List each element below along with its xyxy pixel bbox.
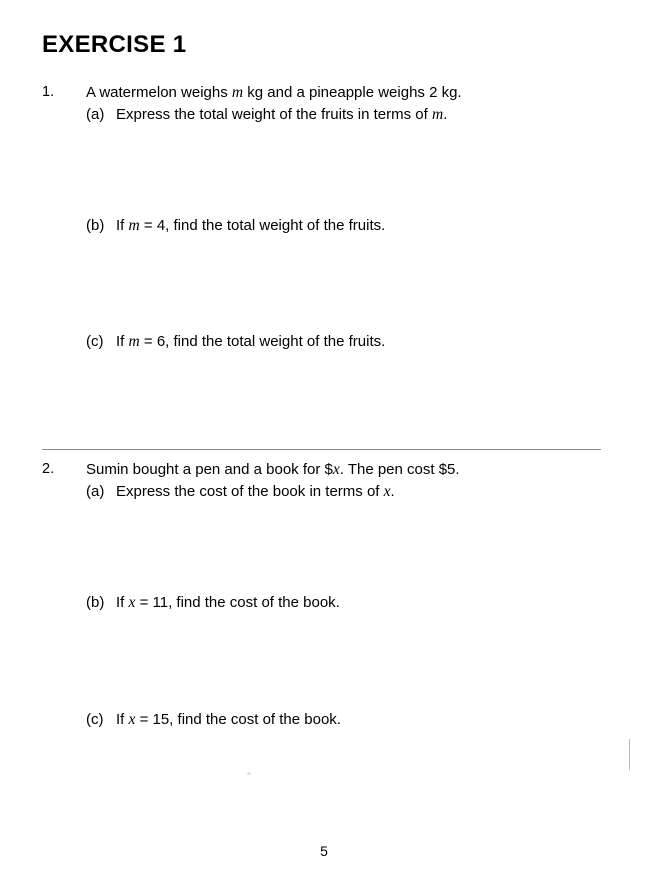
- question-1-stem: [86, 84, 462, 102]
- question-2-part-b-text-pre: If: [116, 594, 129, 611]
- question-2-part-c-variable: x: [128, 711, 136, 728]
- question-2-part-a-text-pre: Express the cost of the book in terms of: [116, 483, 384, 500]
- question-1-part-a-label: (a): [86, 106, 105, 123]
- question-2-part-b: [86, 594, 340, 612]
- question-1-part-b-variable: m: [128, 217, 140, 234]
- question-1-part-b-label: (b): [86, 217, 105, 234]
- question-1-part-a-text-post: .: [443, 106, 448, 123]
- page-title: EXERCISE 1: [42, 31, 187, 58]
- question-1-part-b: [86, 217, 385, 235]
- question-2-part-a-variable: x: [383, 483, 391, 500]
- scan-artifact-speck: [247, 772, 251, 775]
- question-1-part-b-text-post: = 4, find the total weight of the fruits.: [139, 217, 386, 234]
- question-1-part-c-variable: m: [128, 333, 140, 350]
- question-1-part-c-label: (c): [86, 333, 104, 350]
- question-2-part-a-text-post: .: [390, 483, 395, 500]
- page-number: 5: [320, 843, 328, 859]
- question-1-part-a-variable: m: [431, 106, 444, 123]
- question-1-part-c: [86, 333, 385, 351]
- question-1-part-a: [86, 106, 447, 124]
- question-1-variable: m: [231, 84, 244, 101]
- question-2-stem-pre: Sumin bought a pen and a book for $: [86, 461, 333, 478]
- question-2-stem: [86, 461, 460, 479]
- question-1-stem-pre: A watermelon weighs: [86, 84, 232, 101]
- question-1-number: 1.: [42, 84, 55, 100]
- scan-artifact-line: [629, 739, 630, 770]
- question-2-part-b-text-post: = 11, find the cost of the book.: [135, 594, 340, 611]
- question-2-part-b-variable: x: [128, 594, 136, 611]
- question-2-part-c-label: (c): [86, 711, 104, 728]
- question-1-part-a-text-pre: Express the total weight of the fruits in terms of: [116, 106, 432, 123]
- question-2-part-b-label: (b): [86, 594, 105, 611]
- question-1-stem-post: kg and a pineapple weighs 2 kg.: [243, 84, 462, 101]
- question-2-part-c-text-post: = 15, find the cost of the book.: [135, 711, 341, 728]
- question-2-part-a-label: (a): [86, 483, 105, 500]
- question-1-part-c-text-post: = 6, find the total weight of the fruits.: [139, 333, 386, 350]
- question-divider: [42, 449, 601, 450]
- question-1-part-c-text-pre: If: [116, 333, 129, 350]
- question-2-stem-post: . The pen cost $5.: [339, 461, 460, 478]
- question-2-variable: x: [332, 461, 340, 478]
- question-2-number: 2.: [42, 461, 55, 477]
- question-2-part-c: [86, 711, 341, 729]
- question-2-part-a: [86, 483, 395, 501]
- question-2-part-c-text-pre: If: [116, 711, 129, 728]
- question-1-part-b-text-pre: If: [116, 217, 129, 234]
